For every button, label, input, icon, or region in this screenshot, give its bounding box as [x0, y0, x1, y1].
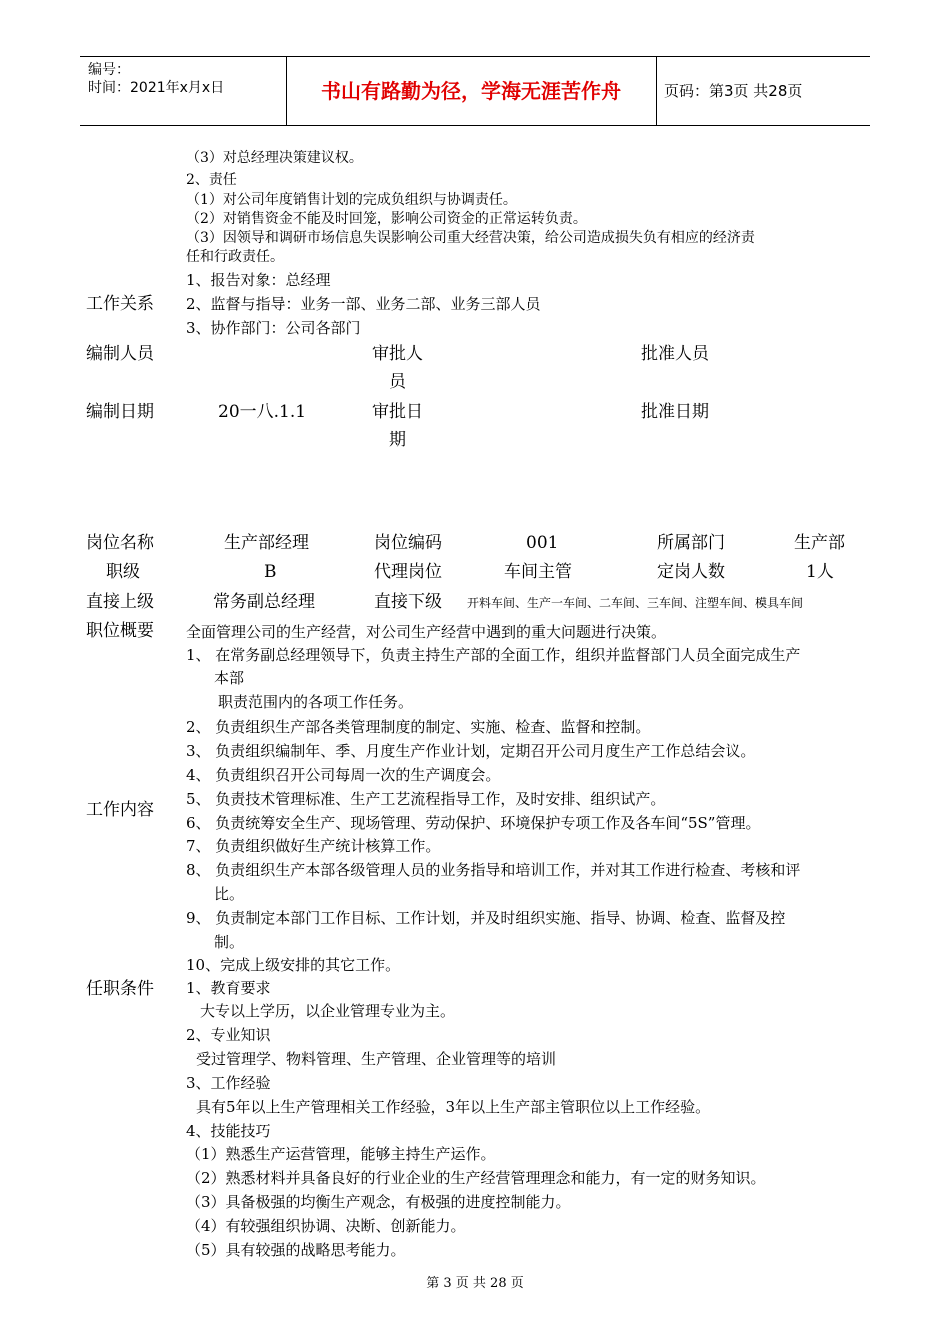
duty-item: 2、 负责组织生产部各类管理制度的制定、实施、检查、监督和控制。 — [186, 718, 651, 736]
text-line: 任和行政责任。 — [186, 249, 284, 265]
req-heading: 3、工作经验 — [186, 1074, 271, 1092]
job-code: 001 — [526, 533, 559, 553]
overview-label: 职位概要 — [86, 621, 154, 641]
req-text: 具有5年以上生产管理相关工作经验，3年以上生产部主管职位以上工作经验。 — [196, 1098, 711, 1116]
dept-label: 所属部门 — [657, 533, 725, 553]
requirements-label: 任职条件 — [86, 979, 154, 999]
dept-value: 生产部 — [794, 533, 845, 553]
req-heading: 4、技能技巧 — [186, 1122, 271, 1140]
approve-date-label-wrap: 期 — [389, 430, 406, 450]
relation-item: 3、协作部门：公司各部门 — [186, 319, 361, 337]
duty-item: 职责范围内的各项工作任务。 — [218, 693, 414, 711]
header-page-info: 页码：第3页 共28页 — [664, 82, 803, 100]
compile-date-label: 编制日期 — [86, 402, 154, 422]
page-footer: 第 3 页 共 28 页 — [426, 1276, 524, 1291]
text-line: （3）对总经理决策建议权。 — [186, 150, 363, 166]
ratifier-label: 批准人员 — [641, 344, 709, 364]
skill-item: （5）具有较强的战略思考能力。 — [186, 1241, 406, 1259]
duty-item: 5、 负责技术管理标准、生产工艺流程指导工作，及时安排、组织试产。 — [186, 790, 666, 808]
overview-text: 全面管理公司的生产经营，对公司生产经营中遇到的重大问题进行决策。 — [186, 623, 667, 641]
text-line: （3）因领导和调研市场信息失误影响公司重大经营决策，给公司造成损失负有相应的经济责 — [186, 230, 755, 246]
duty-item: 6、 负责统筹安全生产、现场管理、劳动保护、环境保护专项工作及各车间“5S”管理。 — [186, 814, 761, 832]
duty-item: 4、 负责组织召开公司每周一次的生产调度会。 — [186, 766, 501, 784]
subordinate-label: 直接下级 — [374, 592, 442, 612]
header-divider — [656, 57, 657, 125]
superior-value: 常务副总经理 — [213, 592, 315, 612]
level-label: 职级 — [106, 562, 140, 582]
duty-item: 8、 负责组织生产本部各级管理人员的业务指导和培训工作，并对其工作进行检查、考核和评 — [186, 861, 801, 879]
superior-label: 直接上级 — [86, 592, 154, 612]
proxy-label: 代理岗位 — [374, 562, 442, 582]
quota-label: 定岗人数 — [657, 562, 725, 582]
duty-item: 9、 负责制定本部门工作目标、工作计划，并及时组织实施、指导、协调、检查、监督及控 — [186, 909, 786, 927]
skill-item: （2）熟悉材料并具备良好的行业企业的生产经营管理理念和能力，有一定的财务知识。 — [186, 1169, 766, 1187]
ratify-date-label: 批准日期 — [641, 402, 709, 422]
doc-number: 编号： — [88, 62, 130, 78]
req-heading: 2、专业知识 — [186, 1026, 271, 1044]
quota-value: 1人 — [806, 562, 834, 582]
text-line: 2、责任 — [186, 172, 237, 188]
approver-label: 审批人 — [372, 344, 423, 364]
skill-item: （3）具备极强的均衡生产观念，有极强的进度控制能力。 — [186, 1193, 571, 1211]
job-name: 生产部经理 — [224, 533, 309, 553]
skill-item: （4）有较强组织协调、决断、创新能力。 — [186, 1217, 466, 1235]
doc-time: 时间：2021年x月x日 — [88, 80, 225, 96]
compiler-label: 编制人员 — [86, 344, 154, 364]
header-meta — [88, 61, 224, 97]
job-name-label: 岗位名称 — [86, 533, 154, 553]
text-line: （2）对销售资金不能及时回笼，影响公司资金的正常运转负责。 — [186, 211, 587, 227]
job-code-label: 岗位编码 — [374, 533, 442, 553]
skill-item: （1）熟悉生产运营管理，能够主持生产运作。 — [186, 1145, 496, 1163]
approve-date-label: 审批日 — [372, 402, 423, 422]
duty-item: 10、完成上级安排的其它工作。 — [186, 956, 401, 974]
req-text: 受过管理学、物料管理、生产管理、企业管理等的培训 — [196, 1050, 557, 1068]
req-heading: 1、教育要求 — [186, 979, 271, 997]
duty-item: 3、 负责组织编制年、季、月度生产作业计划，定期召开公司月度生产工作总结会议。 — [186, 742, 756, 760]
req-text: 大专以上学历，以企业管理专业为主。 — [200, 1002, 456, 1020]
level-value: B — [264, 562, 277, 582]
relation-item: 1、报告对象：总经理 — [186, 271, 331, 289]
duty-item: 比。 — [214, 885, 245, 903]
relation-label: 工作关系 — [86, 294, 154, 314]
text-line: （1）对公司年度销售计划的完成负组织与协调责任。 — [186, 192, 517, 208]
content-label: 工作内容 — [86, 800, 154, 820]
duty-item: 本部 — [214, 669, 245, 687]
header-motto: 书山有路勤为径，学海无涯苦作舟 — [321, 79, 621, 103]
relation-item: 2、监督与指导：业务一部、业务二部、业务三部人员 — [186, 295, 541, 313]
approver-label-wrap: 员 — [389, 372, 406, 392]
page-header — [80, 56, 870, 126]
proxy-value: 车间主管 — [504, 562, 572, 582]
compile-date: 20一八.1.1 — [218, 402, 307, 422]
duty-item: 7、 负责组织做好生产统计核算工作。 — [186, 837, 441, 855]
duty-item: 1、 在常务副总经理领导下，负责主持生产部的全面工作，组织并监督部门人员全面完成生产 — [186, 646, 801, 664]
subordinate-value: 开料车间、生产一车间、二车间、三车间、注塑车间、模具车间 — [467, 596, 804, 610]
duty-item: 制。 — [214, 933, 245, 951]
